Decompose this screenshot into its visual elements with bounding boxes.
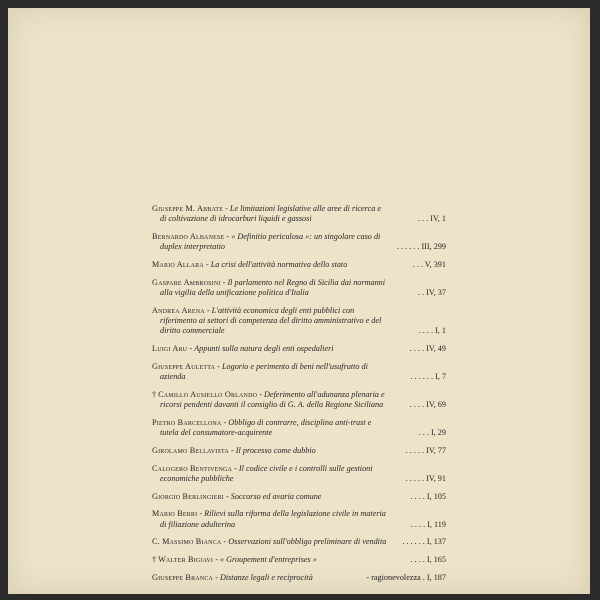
toc-entry xyxy=(146,390,446,410)
toc-volume-page-ref: . . . IV, 1 xyxy=(417,214,446,224)
toc-author: C. Massimo Bianca xyxy=(152,537,222,547)
deceased-cross-icon: † xyxy=(152,389,157,399)
toc-author: Giorgio Berlingieri xyxy=(152,491,224,501)
toc-author: Giuseppe M. Abbate xyxy=(152,204,224,213)
deceased-cross-icon: † xyxy=(152,555,157,565)
toc-author: Giuseppe Auletta xyxy=(152,361,216,371)
toc-entry xyxy=(146,509,446,529)
toc-volume-page-ref: . . . . IV, 69 xyxy=(409,400,446,409)
toc-title: « Definitio periculosa »: un singolare caso di duplex interpretatio xyxy=(160,232,381,252)
toc-author: Calogero Bentivenga xyxy=(152,463,233,473)
toc-entry xyxy=(146,306,446,337)
toc-entry-text: Bernardo Albanese - « Definitio periculosa »: un singolare caso di duplex interpretatio xyxy=(152,232,381,252)
toc-entry-text: Girolamo Bellavista - Il processo come dubbio xyxy=(152,445,316,455)
toc-entry-text: Giuseppe Auletta - Logorio e perimento di beni nell'usufrutto di azienda xyxy=(152,361,368,381)
toc-entry xyxy=(146,278,446,298)
toc-title: Le limitazioni legislative alle aree di ricerca e di coltivazione di idrocarburi liquidi e gassosi xyxy=(160,204,381,224)
toc-volume-page-ref: . . . . IV, 49 xyxy=(409,344,446,353)
toc-author: Giuseppe Branca xyxy=(152,572,214,582)
toc-volume-page-ref: . . . . I, 1 xyxy=(418,326,446,336)
toc-volume-page-ref: . . . V, 391 xyxy=(412,260,446,269)
toc-author: Andrea Arena xyxy=(152,305,205,315)
toc-author: Bernardo Albanese xyxy=(152,232,225,241)
toc-title: Il processo come dubbio xyxy=(235,445,316,455)
toc-author: Mario Allara xyxy=(152,260,204,269)
toc-title: Obbligo di contrarre, disciplina anti-trust e tutela del consumatore-acquirente xyxy=(160,417,372,437)
toc-entry xyxy=(146,573,446,583)
toc-entry xyxy=(146,537,446,547)
toc-author: Gaspare Ambrosini xyxy=(152,277,221,287)
toc-volume-page-ref: . . . . I, 119 xyxy=(410,519,446,529)
toc-title: Rilievi sulla riforma della legislazione civile in materia di filiazione adulterina xyxy=(160,509,386,529)
toc-entry-text: Giuseppe M. Abbate - Le limitazioni legislative alle aree di ricerca e di coltivazione di idrocarburi liquidi e gassosi xyxy=(152,204,381,224)
toc-entry-text: Calogero Bentivenga - Il codice civile e i controlli sulle gestioni economiche pubbliche xyxy=(152,463,373,483)
toc-title: Soccorso ed avaria comune xyxy=(230,491,322,501)
toc-volume-page-ref: . . . . . IV, 77 xyxy=(405,445,446,455)
toc-volume-page-ref: . . . . . . I, 137 xyxy=(402,537,446,547)
toc-entry xyxy=(146,555,446,565)
book-page xyxy=(8,8,590,594)
toc-title: Il parlamento nel Regno di Sicilia dai normanni alla vigilia della unificazione politica d'Italia xyxy=(160,277,386,297)
toc-volume-page-ref: . . . . I, 165 xyxy=(410,555,446,565)
toc-entry xyxy=(146,204,446,224)
toc-volume-page-ref: . . . . . IV, 91 xyxy=(405,473,446,483)
toc-entry-text: Mario Allara - La crisi dell'attività normativa dello stato xyxy=(152,260,348,269)
toc-title: Deferimento all'adunanza plenaria e ricorsi pendenti davanti il consiglio di G. A. della Regione Siciliana xyxy=(160,389,385,409)
toc-entry-text: † Walter Bigiavi - « Groupement d'entreprises » xyxy=(152,555,317,565)
toc-entry xyxy=(146,418,446,438)
toc-entry xyxy=(146,446,446,456)
toc-entry xyxy=(146,464,446,484)
toc-entry-text: Pietro Barcellona - Obbligo di contrarre, disciplina anti-trust e tutela del consumatore-acquirente xyxy=(152,417,372,437)
toc-entry xyxy=(146,260,446,270)
toc-volume-page-ref: . . . I, 29 xyxy=(418,428,446,437)
toc-author: Pietro Barcellona xyxy=(152,417,222,427)
toc-volume-page-ref: - ragionevolezza . I, 187 xyxy=(366,572,446,582)
toc-author: Luigi Aru xyxy=(152,344,188,353)
toc-volume-page-ref: . . . . I, 105 xyxy=(410,491,446,501)
toc-entry-text: † Camillo Ausiello Orlando - Deferimento all'adunanza plenaria e ricorsi pendenti davanti il consiglio di G. A. della Regione Siciliana xyxy=(152,389,385,409)
toc-entry-text: Gaspare Ambrosini - Il parlamento nel Regno di Sicilia dai normanni alla vigilia della unificazione politica d'Italia xyxy=(152,277,386,297)
toc-author: Girolamo Bellavista xyxy=(152,445,229,455)
toc-title: « Groupement d'entreprises » xyxy=(219,555,317,565)
toc-entry-text: Luigi Aru - Appunti sulla natura degli enti ospedalieri xyxy=(152,344,334,353)
toc-title: Distanze legali e reciprocità xyxy=(219,572,313,582)
toc-entry xyxy=(146,232,446,252)
toc-title: La crisi dell'attività normativa dello stato xyxy=(210,260,348,269)
toc-author: Mario Berri xyxy=(152,509,198,519)
toc-title: Il codice civile e i controlli sulle gestioni economiche pubbliche xyxy=(160,463,373,483)
toc-volume-page-ref: . . . . . . III, 299 xyxy=(396,242,446,252)
toc-entry-text: Mario Berri - Rilievi sulla riforma della legislazione civile in materia di filiazione adulterina xyxy=(152,509,386,529)
toc-title: L'attività economica degli enti pubblici con riferimento ai settori di competenza del diritto amministrativo e del diritto commerciale xyxy=(160,305,382,336)
toc-author: Walter Bigiavi xyxy=(158,555,214,565)
toc-entry-text: C. Massimo Bianca - Osservazioni sull'obbligo preliminare di vendita xyxy=(152,537,387,547)
table-of-contents xyxy=(146,204,446,591)
toc-volume-page-ref: . . IV, 37 xyxy=(417,288,446,297)
toc-author: Camillo Ausiello Orlando xyxy=(158,389,258,399)
toc-entry-text: Andrea Arena - L'attività economica degli enti pubblici con riferimento ai settori di competenza del diritto amministrativo e del diritto commerciale xyxy=(152,305,382,336)
toc-title: Osservazioni sull'obbligo preliminare di vendita xyxy=(228,537,387,547)
toc-entry xyxy=(146,362,446,382)
toc-entry xyxy=(146,344,446,354)
toc-entry xyxy=(146,492,446,502)
toc-title: Logorio e perimento di beni nell'usufrutto di azienda xyxy=(160,361,368,381)
toc-title: Appunti sulla natura degli enti ospedalieri xyxy=(194,344,334,353)
toc-volume-page-ref: . . . . . . I, 7 xyxy=(410,372,446,381)
toc-entry-text: Giuseppe Branca - Distanze legali e reciprocità xyxy=(152,572,313,582)
toc-entry-text: Giorgio Berlingieri - Soccorso ed avaria comune xyxy=(152,491,322,501)
